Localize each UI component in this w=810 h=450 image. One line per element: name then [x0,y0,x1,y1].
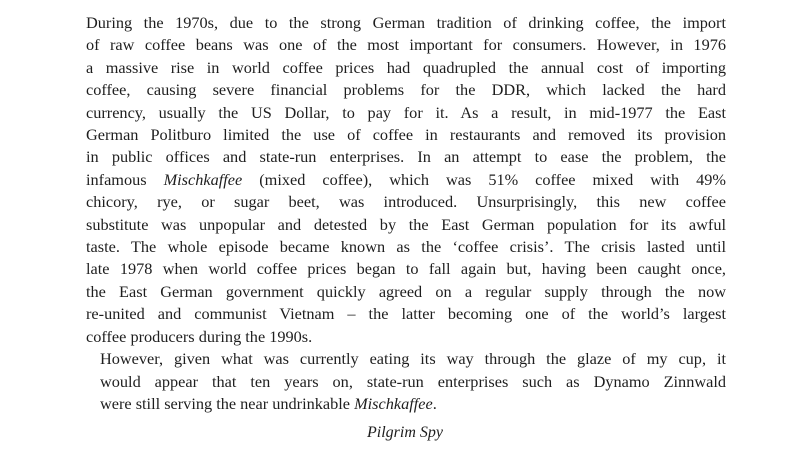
text-run: German Politburo limited the use of coffee in restaurants and removed its provision [86,125,726,145]
paragraph [86,12,726,348]
text-run: taste. The whole episode became known as the ‘coffee crisis’. The crisis lasted until [86,237,726,257]
text-run: coffee producers during the 1990s. [86,326,313,346]
text-line [86,169,726,191]
text-line [86,214,726,236]
paragraph [86,348,726,415]
text-run: of raw coffee beans was one of the most important for consumers. However, in 1976 [86,35,726,55]
italic-term: Mischkaffee [354,393,433,413]
text-run: re-united and communist Vietnam – the latter becoming one of the world’s largest [86,304,726,324]
text-line [86,393,726,415]
text-line [86,258,726,280]
italic-term: Mischkaffee [163,169,243,189]
text-run: infamous [86,169,164,189]
text-line [86,281,726,303]
text-run: . [432,393,437,413]
book-footer-title: Pilgrim Spy [367,424,443,441]
text-run: However, given what was currently eating its way through the glaze of my cup, it [100,349,726,369]
text-line [86,348,726,370]
text-line [86,57,726,79]
text-line [86,371,726,393]
text-line [86,12,726,34]
text-run: were still serving the near undrinkable [100,393,355,413]
text-line [86,303,726,325]
text-line [86,34,726,56]
text-run: the East German government quickly agreed on a regular supply through the now [86,281,726,301]
text-run: coffee, causing severe financial problems for the DDR, which lacked the hard [86,80,726,100]
text-run: a massive rise in world coffee prices had quadrupled the annual cost of importing [86,57,726,77]
text-run: currency, usually the US Dollar, to pay for it. As a result, in mid-1977 the East [86,102,726,122]
text-run: During the 1970s, due to the strong German tradition of drinking coffee, the import [86,13,726,32]
text-run: in public offices and state-run enterprises. In an attempt to ease the problem, the [86,147,726,167]
text-line [86,124,726,146]
text-line [86,326,726,348]
text-line [86,191,726,213]
text-line [86,146,726,168]
text-run: (mixed coffee), which was 51% coffee mixed with 49% [242,169,726,189]
text-run: substitute was unpopular and detested by the East German population for its awful [86,214,726,234]
book-page-body [86,12,726,415]
text-line [86,102,726,124]
text-line [86,79,726,101]
text-run: late 1978 when world coffee prices began to fall again but, having been caught once, [86,259,726,279]
text-run: chicory, rye, or sugar beet, was introduced. Unsurprisingly, this new coffee [86,192,726,212]
text-line [86,236,726,258]
text-run: would appear that ten years on, state-run enterprises such as Dynamo Zinnwald [100,371,726,391]
